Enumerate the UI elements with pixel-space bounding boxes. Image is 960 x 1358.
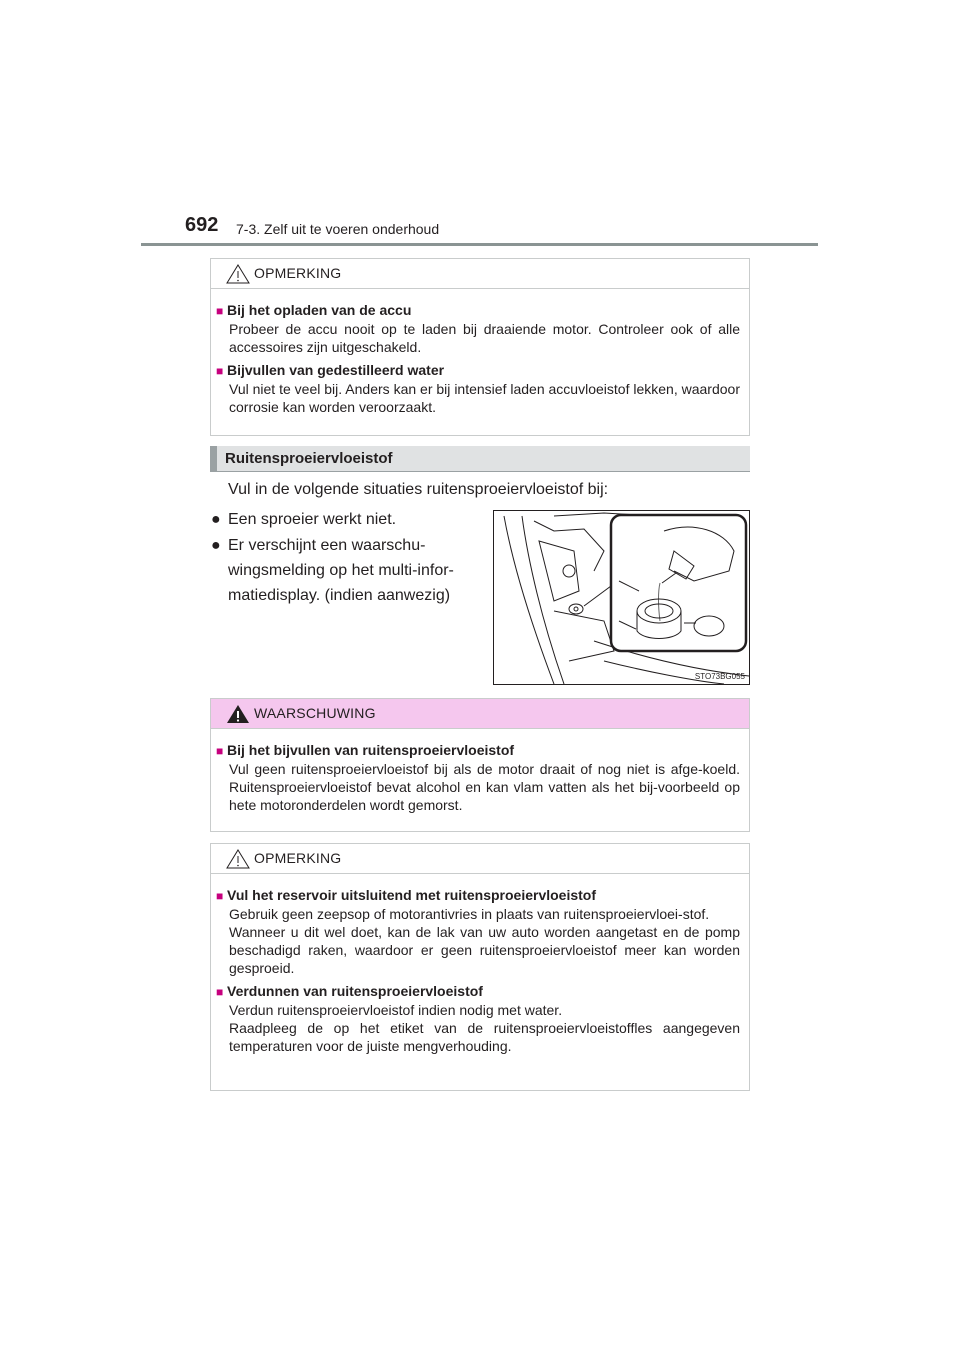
notice-item-text: Wanneer u dit wel doet, kan de lak van uw auto worden aangetast en de pomp beschadigd raken, waardoor er geen ruitensproeiervloeistof meer kan worden gesproeid.: [229, 924, 740, 976]
caution-outline-icon: [226, 849, 250, 869]
bullet-item: [211, 507, 473, 532]
caution-outline-icon: [226, 264, 250, 284]
notice-item-title: ■ Bijvullen van gedestilleerd water: [216, 362, 445, 378]
notice-box-battery: [210, 258, 750, 436]
bullet-dot-icon: ●: [211, 511, 221, 528]
warning-box: [210, 698, 750, 832]
banner-bar: [210, 446, 217, 471]
square-bullet-icon: ■: [216, 744, 224, 758]
notice-item-text: Verdun ruitensproeiervloeistof indien nodig met water.: [229, 1002, 563, 1018]
bullet-line: wingsmelding op het multi-infor-: [228, 562, 454, 579]
notice-item-text: Raadpleeg de op het etiket van de ruitensproeiervloeistoffles aangegeven temperaturen voor de juiste mengverhouding.: [229, 1020, 740, 1054]
notice-item-text: Probeer de accu nooit op te laden bij draaiende motor. Controleer ook of alle accessoires zijn uitgeschakeld.: [229, 321, 740, 355]
notice-box-washer: [210, 843, 750, 1091]
bullet-dot-icon: ●: [211, 537, 221, 554]
square-bullet-icon: ■: [216, 364, 224, 378]
banner-title: Ruitensproeiervloeistof: [225, 450, 393, 467]
warning-triangle-icon: [226, 704, 250, 724]
bullet-text: Een sproeier werkt niet.: [228, 511, 397, 528]
warning-item-text: Vul geen ruitensproeiervloeistof bij als de motor draait of nog niet is afge-koeld. Ruitensproeiervloeistof bevat alcohol en kan vlam vatten als het bij-voorbeeld op hete motoronderdelen wordt gemorst.: [229, 761, 740, 813]
notice-item-text: Gebruik geen zeepsop of motorantivries in plaats van ruitensproeiervloei-stof.: [229, 906, 710, 922]
section-title: 7-3. Zelf uit te voeren onderhoud: [236, 221, 440, 237]
header-rule: [141, 243, 818, 246]
bullet-text: [228, 533, 473, 608]
warning-item-title: ■ Bij het bijvullen van ruitensproeiervloeistof: [216, 742, 515, 758]
square-bullet-icon: ■: [216, 304, 224, 318]
notice-label: OPMERKING: [254, 265, 342, 281]
bullet-line: Er verschijnt een waarschu-: [228, 537, 426, 554]
illustration-code: STO73BG055: [694, 672, 745, 681]
intro-text: Vul in de volgende situaties ruitensproeiervloeistof bij:: [228, 481, 609, 498]
square-bullet-icon: ■: [216, 985, 224, 999]
washer-fluid-illustration: [493, 510, 750, 685]
notice-header: [211, 259, 749, 289]
warning-header: [211, 699, 749, 729]
engine-bay-drawing: [494, 511, 749, 684]
page-number: 692: [185, 214, 219, 236]
square-bullet-icon: ■: [216, 889, 224, 903]
notice-item-text: Vul niet te veel bij. Anders kan er bij intensief laden accuvloeistof lekken, waardoor corrosie kan worden veroorzaakt.: [229, 381, 740, 415]
warning-label: WAARSCHUWING: [254, 705, 376, 721]
notice-label: OPMERKING: [254, 850, 342, 866]
notice-item-title: ■ Verdunnen van ruitensproeiervloeistof: [216, 983, 483, 999]
section-banner: [210, 446, 750, 471]
bullet-line: matiedisplay. (indien aanwezig): [228, 587, 451, 604]
banner-rule: [210, 471, 750, 472]
notice-header: [211, 844, 749, 874]
bullet-item: [211, 533, 473, 608]
notice-item-title: ■ Vul het reservoir uitsluitend met ruitensproeiervloeistof: [216, 887, 597, 903]
notice-item-title: ■ Bij het opladen van de accu: [216, 302, 412, 318]
